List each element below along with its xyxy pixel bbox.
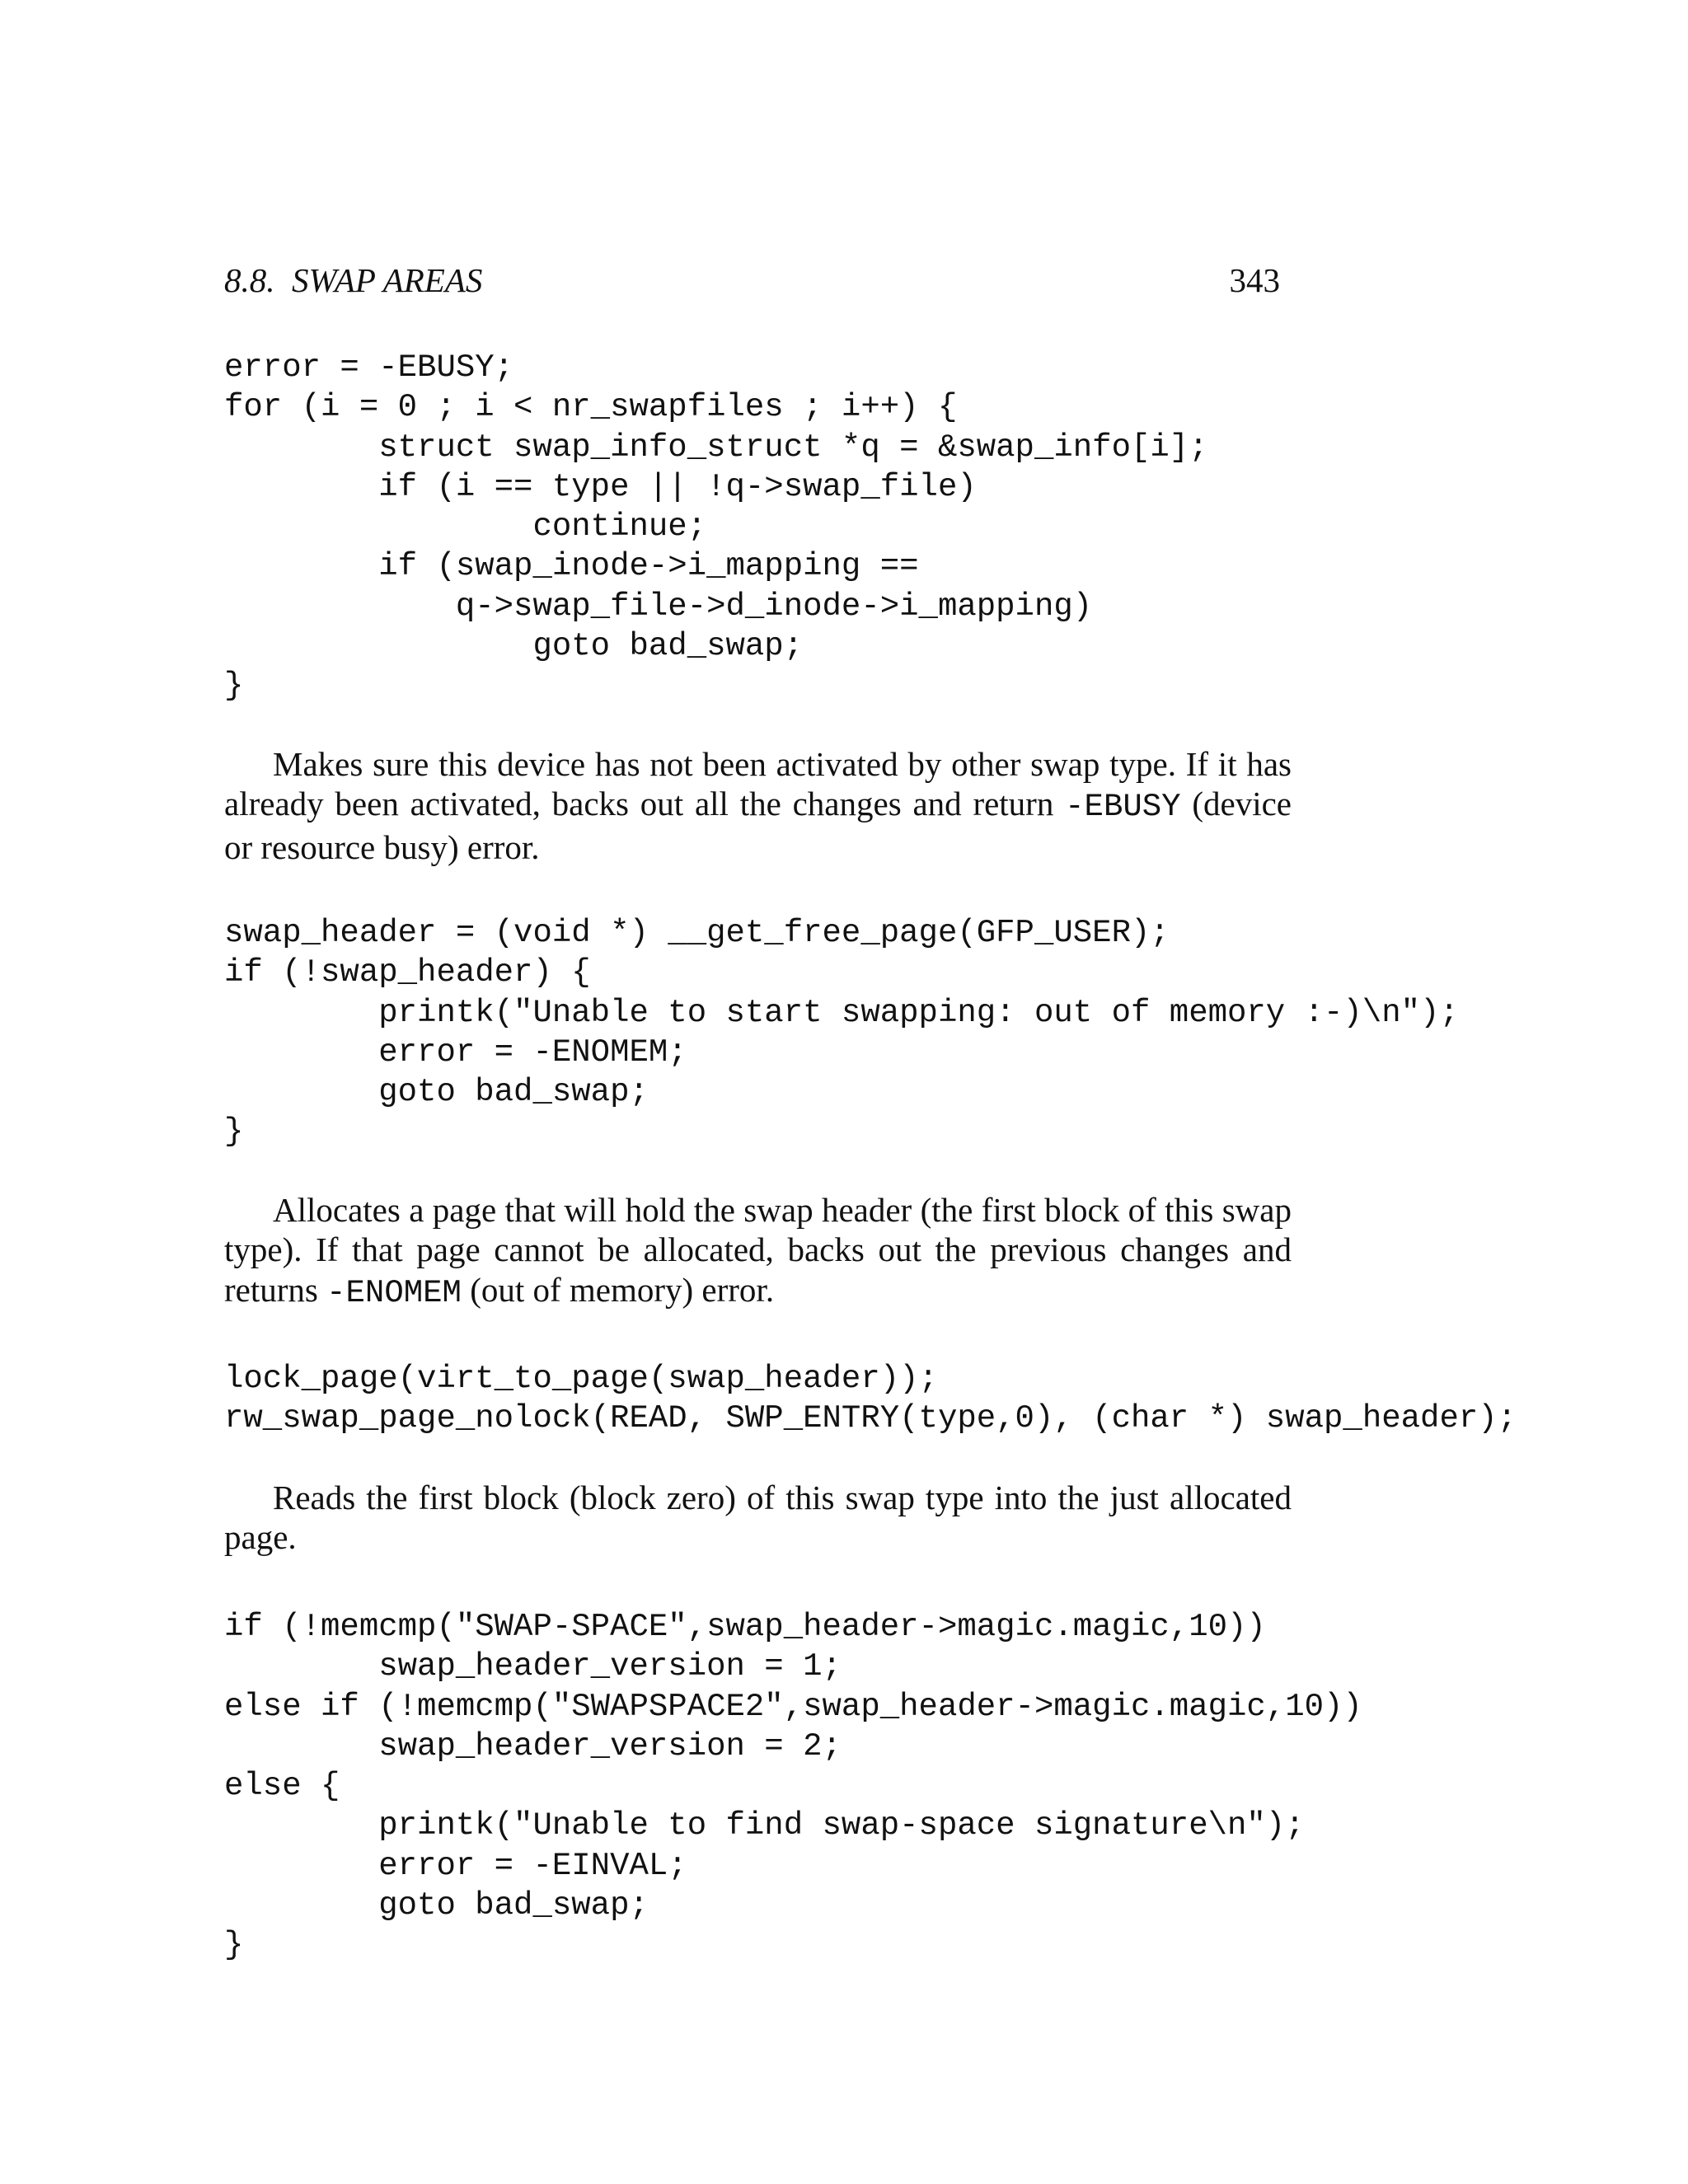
paragraph-read-block <box>224 1478 1292 1558</box>
paragraph-text: Allocates a page that will hold the swap header (the first block of this swap type). If that page cannot be allocated, backs out the previous changes and returns <box>224 1191 1292 1309</box>
paragraph-text: (device or resource busy) error. <box>224 785 1292 866</box>
code-block-busy-check: error = -EBUSY; for (i = 0 ; i < nr_swapfiles ; i++) { struct swap_info_struct *q = &swap_info[i]; if (i == type || !q->swap_file) continue; if (swap_inode->i_mapping == q->swap_file->d_inode->i_mapping) goto bad_swap; } <box>224 349 1208 705</box>
paragraph-busy-check <box>224 744 1292 867</box>
inline-code: -EBUSY <box>1065 789 1181 826</box>
running-header-section: 8.8. SWAP AREAS <box>224 261 483 299</box>
paragraph-text: (out of memory) error. <box>461 1270 775 1309</box>
code-block-read-block: lock_page(virt_to_page(swap_header)); rw_swap_page_nolock(READ, SWP_ENTRY(type,0), (char *) swap_header); <box>224 1361 1517 1437</box>
code-block-signature-check: if (!memcmp("SWAP-SPACE",swap_header->magic.magic,10)) swap_header_version = 1; else if (!memcmp("SWAPSPACE2",swap_header->magic.magic,10)) swap_header_version = 2; else { printk("Unable to find swap-space signature\n"); error = -EINVAL; goto bad_swap; } <box>224 1609 1362 1964</box>
page-number: 343 <box>1229 261 1280 299</box>
inline-code: -ENOMEM <box>326 1274 462 1311</box>
paragraph-text: Reads the first block (block zero) of this swap type into the just allocated page. <box>224 1479 1292 1557</box>
code-block-alloc-header: swap_header = (void *) __get_free_page(GFP_USER); if (!swap_header) { printk("Unable to start swapping: out of memory :-)\n"); error = -ENOMEM; goto bad_swap; } <box>224 915 1459 1151</box>
paragraph-alloc-header <box>224 1190 1292 1313</box>
paragraph-text: Makes sure this device has not been activated by other swap type. If it has already been activated, backs out all the changes and return <box>224 745 1292 823</box>
